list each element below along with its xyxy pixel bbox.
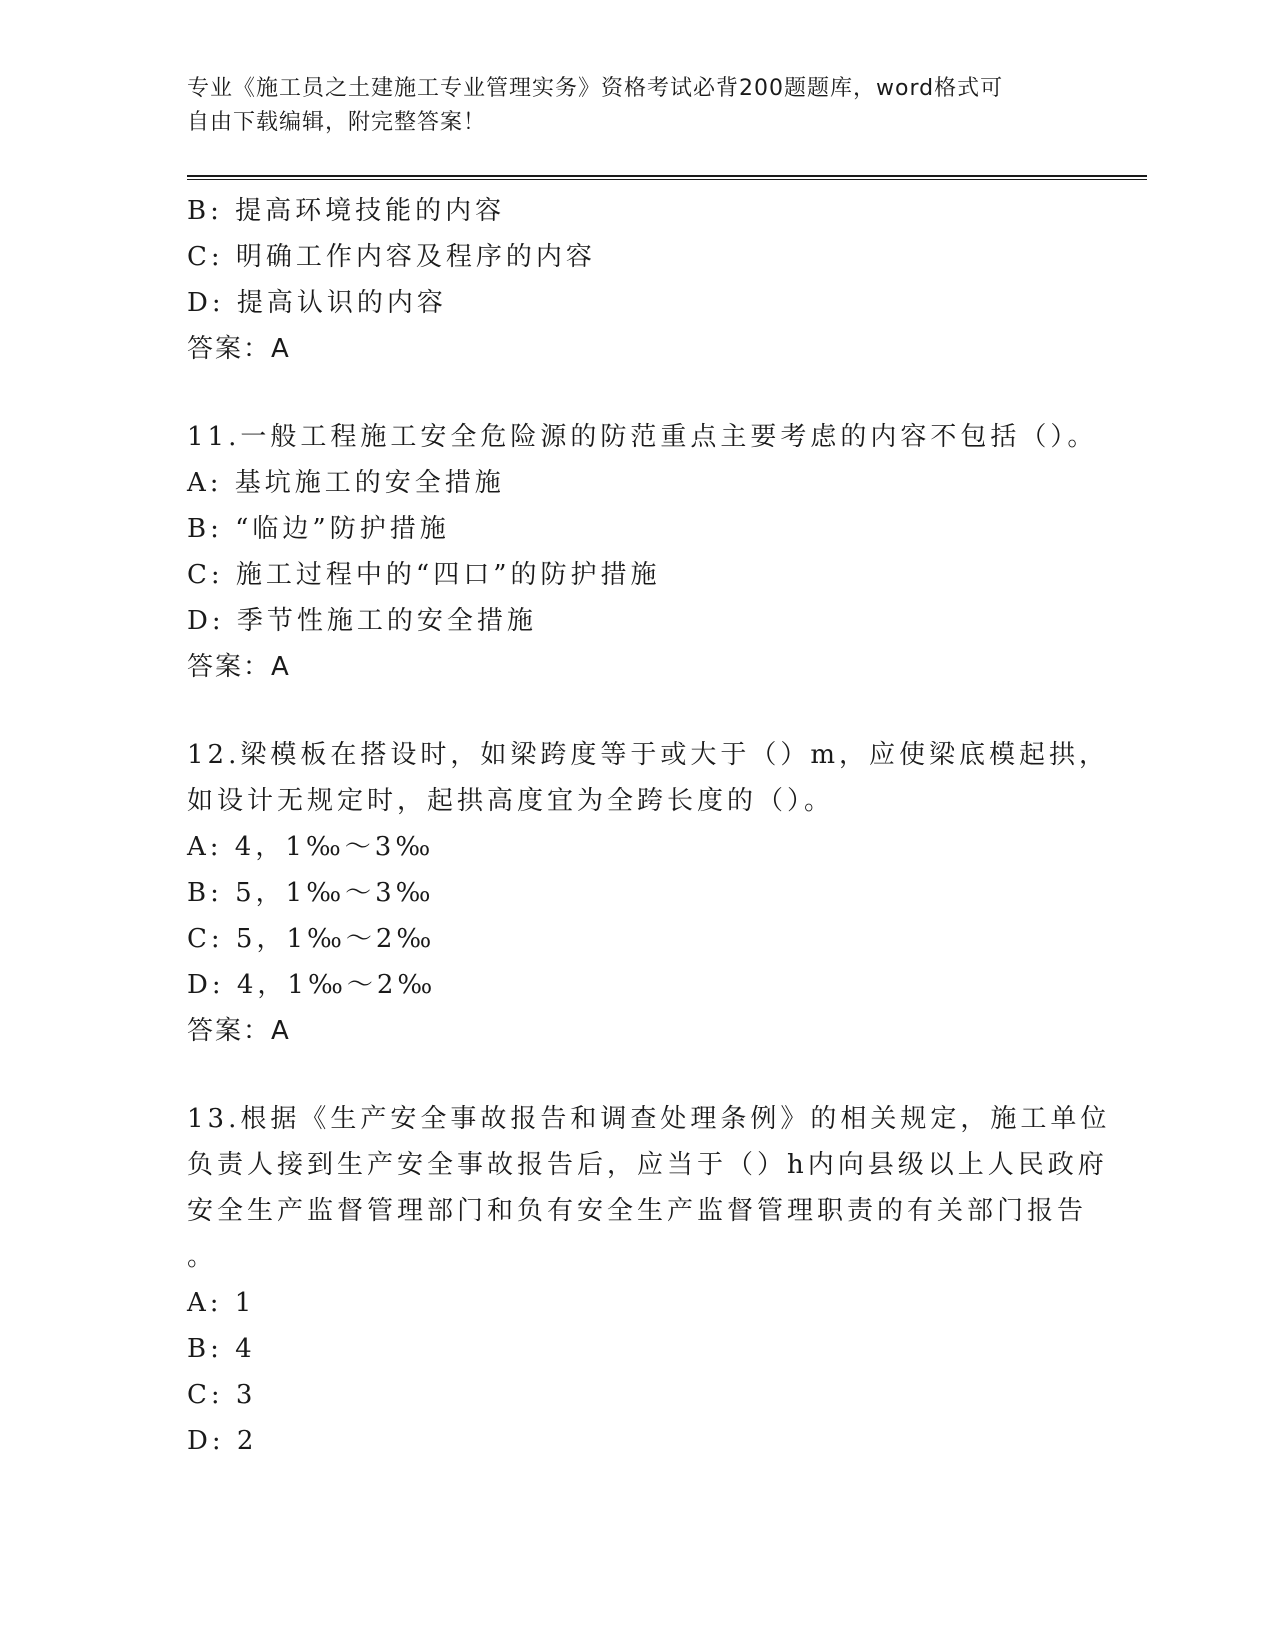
spacer (187, 1054, 1087, 1096)
answer-line: 答案：A (187, 652, 291, 682)
option-b: B: 4 (187, 1334, 256, 1364)
question-11-block (187, 414, 1098, 690)
option-b: B: 提高环境技能的内容 (187, 196, 506, 226)
header-title-line-1: 专业《施工员之土建施工专业管理实务》资格考试必背200题题库，word格式可 (187, 76, 1004, 101)
option-a: A: 基坑施工的安全措施 (187, 468, 505, 498)
option-a: A: 4，1‰～3‰ (187, 832, 435, 862)
document-header (187, 72, 1087, 140)
option-d: D: 提高认识的内容 (187, 288, 447, 318)
header-divider (187, 175, 1147, 180)
question-stem: 11.一般工程施工安全危险源的防范重点主要考虑的内容不包括（）。 (187, 422, 1098, 452)
answer-line: 答案：A (187, 334, 291, 364)
question-content (187, 188, 1111, 1464)
option-b: B: “临边”防护措施 (187, 514, 450, 544)
question-10-block (187, 188, 1087, 372)
spacer (187, 690, 1087, 732)
option-d: D: 4，1‰～2‰ (187, 970, 437, 1000)
option-a: A: 1 (187, 1288, 256, 1318)
question-stem-line-2: 如设计无规定时，起拱高度宜为全跨长度的（）。 (187, 786, 835, 816)
option-c: C: 明确工作内容及程序的内容 (187, 242, 596, 272)
question-stem-line-4: 。 (187, 1242, 218, 1272)
answer-line: 答案：A (187, 1016, 291, 1046)
header-title-line-2: 自由下载编辑，附完整答案！ (187, 110, 487, 135)
question-stem-line-1: 13.根据《生产安全事故报告和调查处理条例》的相关规定，施工单位 (187, 1104, 1111, 1134)
option-b: B: 5，1‰～3‰ (187, 878, 435, 908)
option-d: D: 2 (187, 1426, 258, 1456)
spacer (187, 372, 1087, 414)
option-c: C: 5，1‰～2‰ (187, 924, 436, 954)
question-stem-line-3: 安全生产监督管理部门和负有安全生产监督管理职责的有关部门报告 (187, 1196, 1088, 1226)
question-stem-line-1: 12.梁模板在搭设时，如梁跨度等于或大于（）m，应使梁底模起拱， (187, 740, 1110, 770)
question-12-block (187, 732, 1110, 1054)
question-13-block (187, 1096, 1111, 1464)
option-c: C: 3 (187, 1380, 257, 1410)
option-d: D: 季节性施工的安全措施 (187, 606, 537, 636)
option-c: C: 施工过程中的“四口”的防护措施 (187, 560, 661, 590)
question-stem-line-2: 负责人接到生产安全事故报告后，应当于（）h内向县级以上人民政府 (187, 1150, 1108, 1180)
